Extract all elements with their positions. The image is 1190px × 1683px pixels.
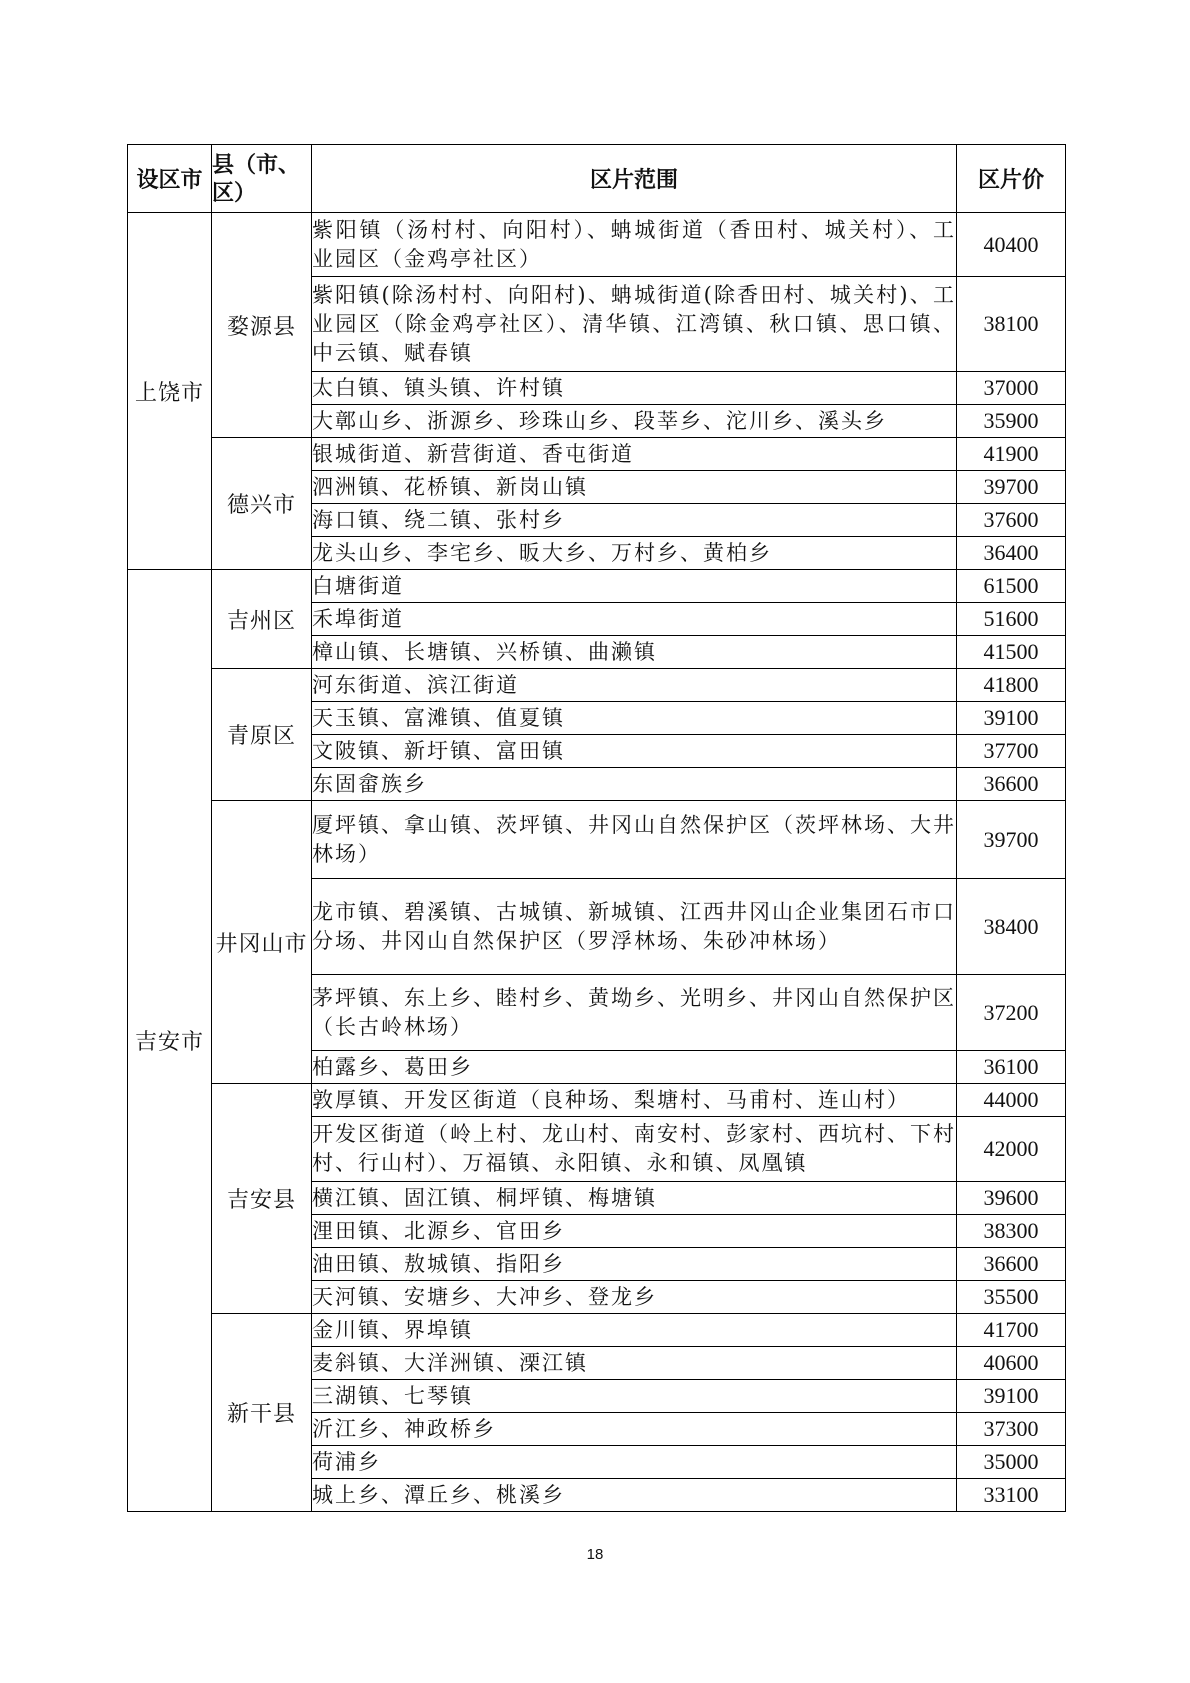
scope-cell: 樟山镇、长塘镇、兴桥镇、曲濑镇 [312, 636, 957, 669]
price-cell: 37200 [957, 975, 1066, 1051]
table-row [128, 1314, 1066, 1347]
price-cell: 44000 [957, 1084, 1066, 1117]
page-number: 18 [586, 1546, 604, 1563]
price-cell: 38100 [957, 277, 1066, 372]
price-cell: 38400 [957, 879, 1066, 975]
scope-cell: 敦厚镇、开发区街道（良种场、梨塘村、马甫村、连山村） [312, 1084, 957, 1117]
scope-cell: 银城街道、新营街道、香屯街道 [312, 438, 957, 471]
price-cell: 37000 [957, 372, 1066, 405]
table-row [128, 1084, 1066, 1117]
table-row [128, 801, 1066, 879]
scope-cell: 天河镇、安塘乡、大冲乡、登龙乡 [312, 1281, 957, 1314]
scope-cell: 海口镇、绕二镇、张村乡 [312, 504, 957, 537]
scope-cell: 沂江乡、神政桥乡 [312, 1413, 957, 1446]
scope-cell: 泗洲镇、花桥镇、新岗山镇 [312, 471, 957, 504]
table-row [128, 669, 1066, 702]
scope-cell: 油田镇、敖城镇、指阳乡 [312, 1248, 957, 1281]
table-row [128, 570, 1066, 603]
city-cell: 吉安市 [128, 570, 212, 1512]
price-cell: 37700 [957, 735, 1066, 768]
price-cell: 35900 [957, 405, 1066, 438]
price-cell: 35000 [957, 1446, 1066, 1479]
price-cell: 39700 [957, 471, 1066, 504]
price-cell: 35500 [957, 1281, 1066, 1314]
header-county: 县（市、区） [212, 145, 312, 213]
price-cell: 41700 [957, 1314, 1066, 1347]
city-cell: 上饶市 [128, 213, 212, 570]
scope-cell: 厦坪镇、拿山镇、茨坪镇、井冈山自然保护区（茨坪林场、大井林场） [312, 801, 957, 879]
header-price: 区片价 [957, 145, 1066, 213]
price-cell: 40600 [957, 1347, 1066, 1380]
price-cell: 37300 [957, 1413, 1066, 1446]
scope-cell: 太白镇、镇头镇、许村镇 [312, 372, 957, 405]
scope-cell: 柏露乡、葛田乡 [312, 1051, 957, 1084]
price-cell: 38300 [957, 1215, 1066, 1248]
scope-cell: 荷浦乡 [312, 1446, 957, 1479]
price-cell: 41900 [957, 438, 1066, 471]
county-cell: 井冈山市 [212, 801, 312, 1084]
table-row [128, 213, 1066, 277]
scope-cell: 东固畲族乡 [312, 768, 957, 801]
header-row [128, 145, 1066, 213]
county-cell: 吉安县 [212, 1084, 312, 1314]
scope-cell: 紫阳镇(除汤村村、向阳村)、蚺城街道(除香田村、城关村)、工业园区（除金鸡亭社区）、清华镇、江湾镇、秋口镇、思口镇、中云镇、赋春镇 [312, 277, 957, 372]
price-cell: 41500 [957, 636, 1066, 669]
scope-cell: 浬田镇、北源乡、官田乡 [312, 1215, 957, 1248]
scope-cell: 白塘街道 [312, 570, 957, 603]
county-cell: 新干县 [212, 1314, 312, 1512]
scope-cell: 麦斜镇、大洋洲镇、溧江镇 [312, 1347, 957, 1380]
price-cell: 61500 [957, 570, 1066, 603]
price-cell: 36100 [957, 1051, 1066, 1084]
price-cell: 37600 [957, 504, 1066, 537]
price-cell: 39100 [957, 1380, 1066, 1413]
scope-cell: 龙头山乡、李宅乡、昄大乡、万村乡、黄柏乡 [312, 537, 957, 570]
price-cell: 36600 [957, 1248, 1066, 1281]
scope-cell: 横江镇、固江镇、桐坪镇、梅塘镇 [312, 1182, 957, 1215]
scope-cell: 禾埠街道 [312, 603, 957, 636]
scope-cell: 金川镇、界埠镇 [312, 1314, 957, 1347]
county-cell: 吉州区 [212, 570, 312, 669]
county-cell: 青原区 [212, 669, 312, 801]
price-cell: 42000 [957, 1117, 1066, 1182]
header-city: 设区市 [128, 145, 212, 213]
price-cell: 33100 [957, 1479, 1066, 1512]
price-cell: 40400 [957, 213, 1066, 277]
scope-cell: 开发区街道（岭上村、龙山村、南安村、彭家村、西坑村、下村村、行山村）、万福镇、永阳镇、永和镇、凤凰镇 [312, 1117, 957, 1182]
county-cell: 德兴市 [212, 438, 312, 570]
scope-cell: 河东街道、滨江街道 [312, 669, 957, 702]
scope-cell: 三湖镇、七琴镇 [312, 1380, 957, 1413]
price-cell: 41800 [957, 669, 1066, 702]
scope-cell: 茅坪镇、东上乡、睦村乡、黄坳乡、光明乡、井冈山自然保护区（长古岭林场） [312, 975, 957, 1051]
price-cell: 51600 [957, 603, 1066, 636]
scope-cell: 大鄣山乡、浙源乡、珍珠山乡、段莘乡、沱川乡、溪头乡 [312, 405, 957, 438]
table-row [128, 438, 1066, 471]
scope-cell: 龙市镇、碧溪镇、古城镇、新城镇、江西井冈山企业集团石市口分场、井冈山自然保护区（罗浮林场、朱砂冲林场） [312, 879, 957, 975]
price-cell: 36400 [957, 537, 1066, 570]
scope-cell: 天玉镇、富滩镇、值夏镇 [312, 702, 957, 735]
scope-cell: 文陂镇、新圩镇、富田镇 [312, 735, 957, 768]
price-cell: 39100 [957, 702, 1066, 735]
price-cell: 39600 [957, 1182, 1066, 1215]
scope-cell: 城上乡、潭丘乡、桃溪乡 [312, 1479, 957, 1512]
scope-cell: 紫阳镇（汤村村、向阳村）、蚺城街道（香田村、城关村）、工业园区（金鸡亭社区） [312, 213, 957, 277]
county-cell: 婺源县 [212, 213, 312, 438]
land-price-table [127, 144, 1066, 1512]
header-scope: 区片范围 [312, 145, 957, 213]
table-body [128, 213, 1066, 1512]
price-cell: 39700 [957, 801, 1066, 879]
price-cell: 36600 [957, 768, 1066, 801]
